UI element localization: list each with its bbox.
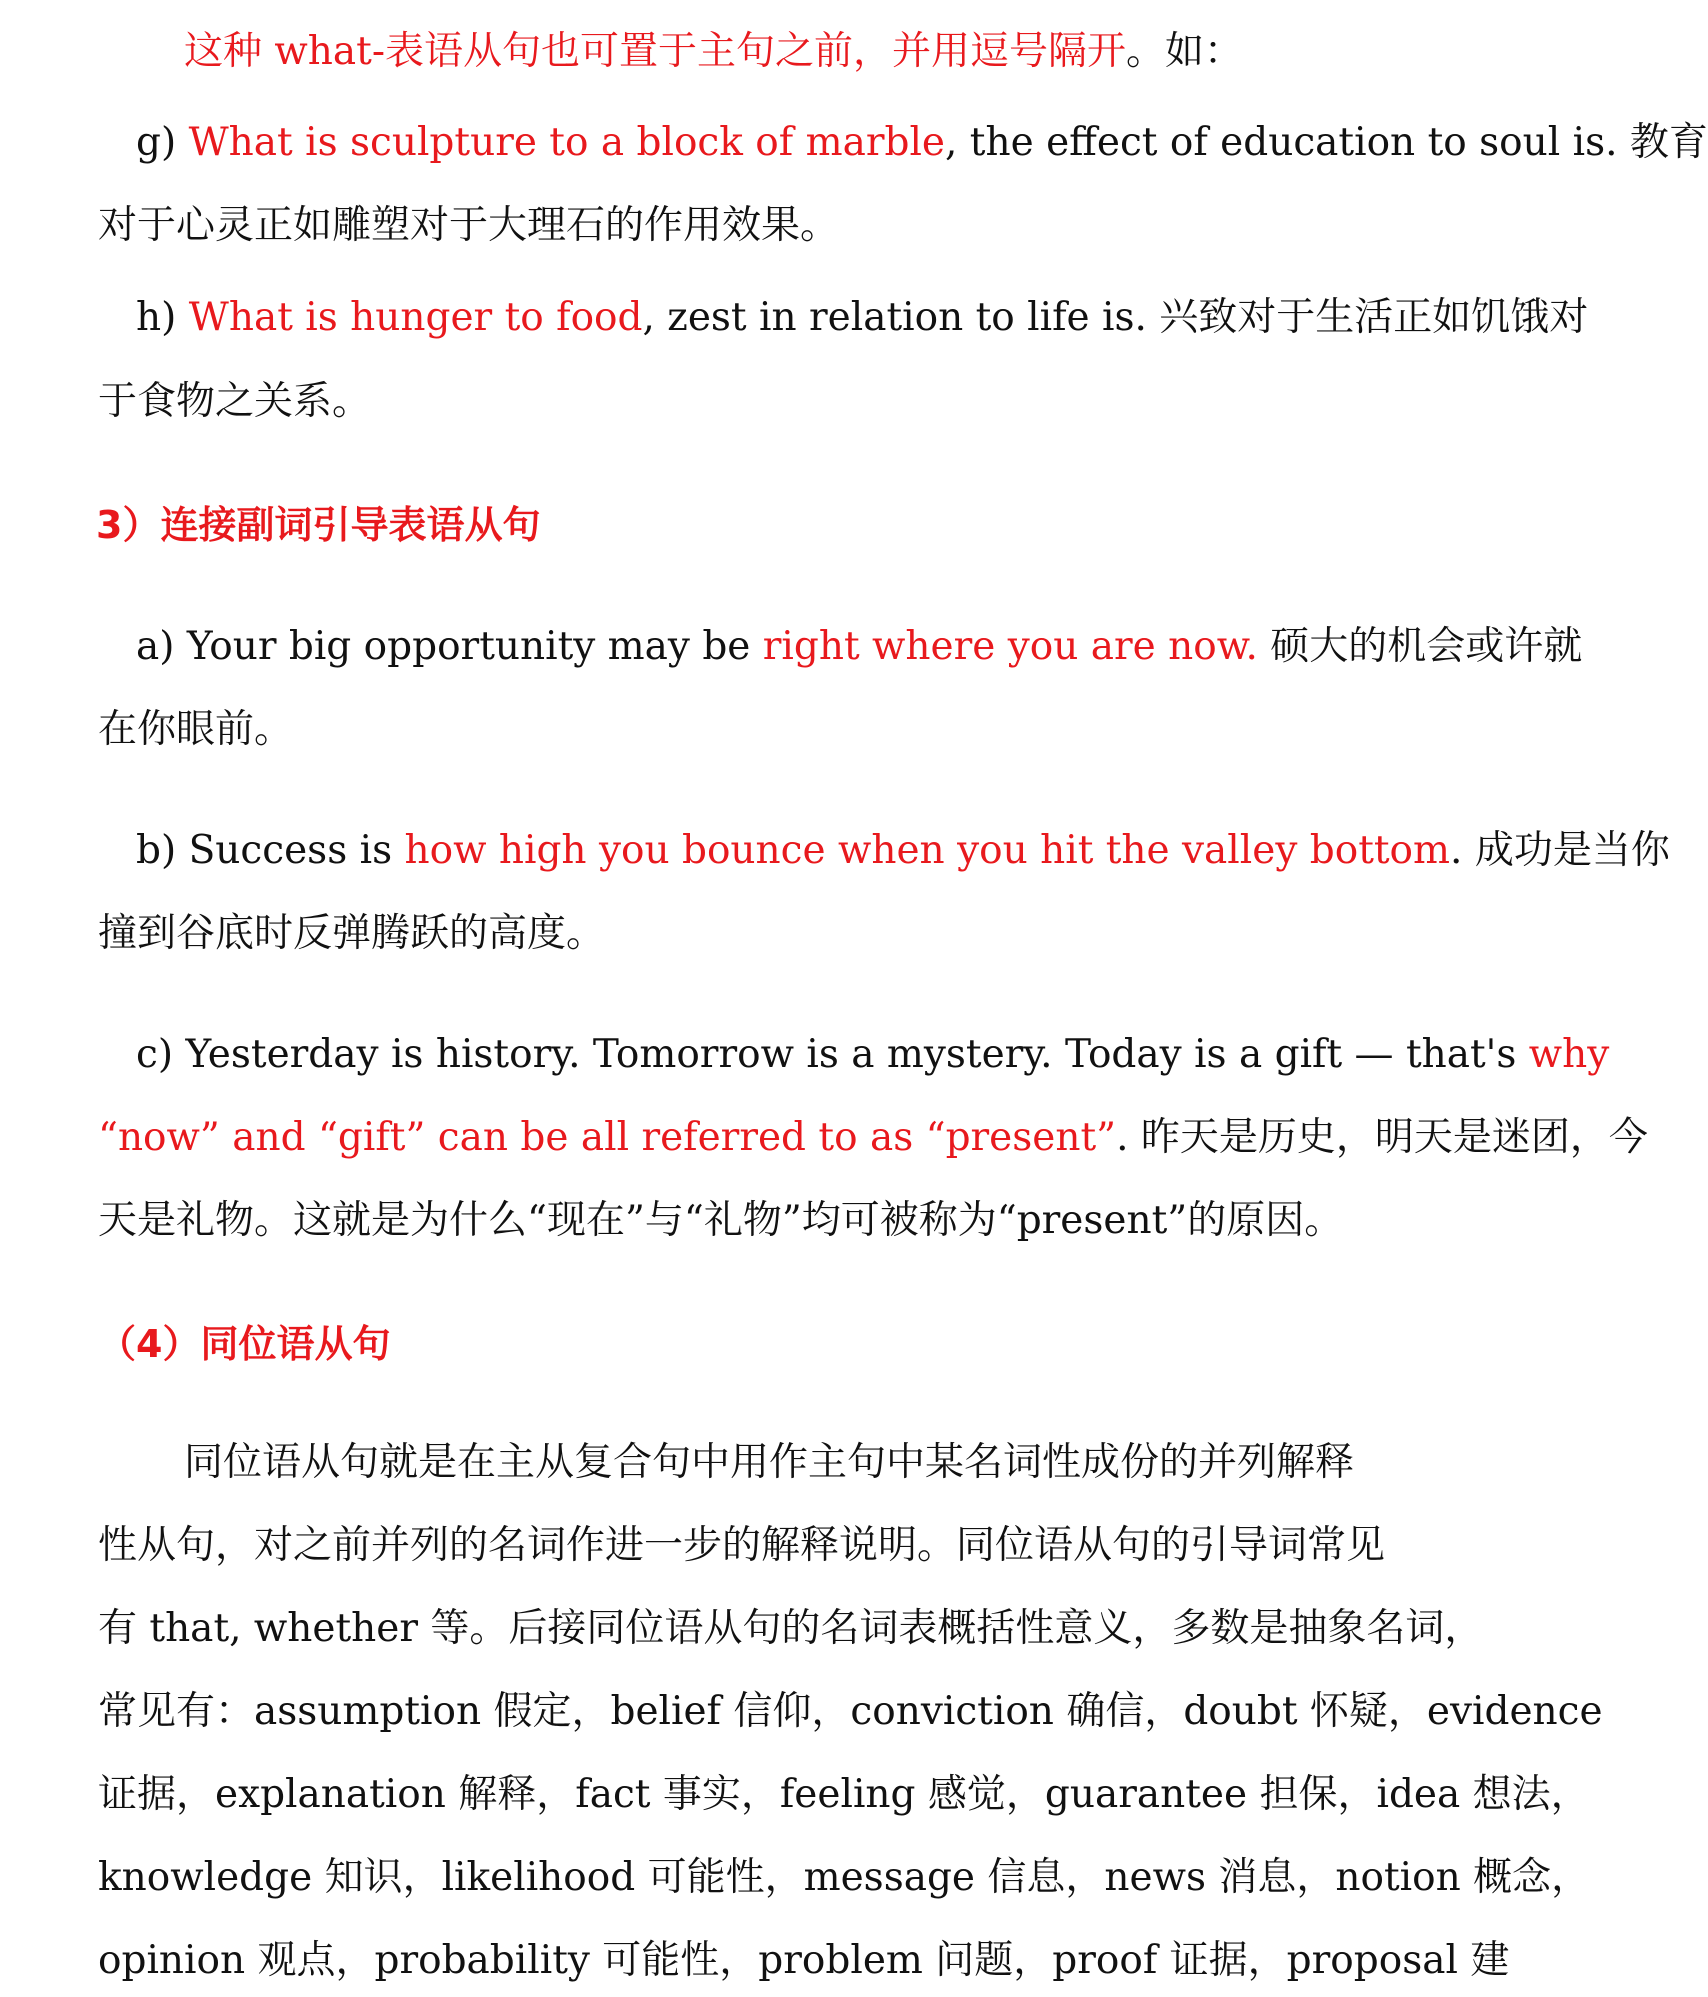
section4-para-line: opinion 观点，probability 可能性，problem 问题，proof 证据，proposal 建 [98,1938,1510,1983]
section4-para-line: 证据，explanation 解释，fact 事实，feeling 感觉，guarantee 担保，idea 想法， [98,1772,1590,1817]
section3-c-label: c) Yesterday is history. Tomorrow is a mystery. Today is a gift — that's [136,1032,1529,1077]
section4-para-line: 常见有：assumption 假定，belief 信仰，conviction 确信，doubt 怀疑，evidence [98,1689,1603,1734]
section4-heading: （4）同位语从句 [98,1322,391,1366]
example-h-black: , zest in relation to life is. 兴致对于生活正如饥饿对 [642,295,1589,340]
intro-text: 这种 what-表语从句也可置于主句之前，并用逗号隔开 [184,29,1126,74]
example-h-line2: 于食物之关系。 [98,379,372,424]
example-h-red: What is hunger to food [188,295,643,340]
section4-para-line: 同位语从句就是在主从复合句中用作主句中某名词性成份的并列解释 [184,1440,1355,1485]
section3-c-line1 [136,1030,1609,1080]
section3-b-black: . 成功是当你 [1450,828,1670,873]
section3-c-line3: 天是礼物。这就是为什么“现在”与“礼物”均可被称为“present”的原因。 [98,1198,1344,1243]
section3-c-black2: . 昨天是历史，明天是迷团，今 [1116,1115,1648,1160]
intro-line [184,27,1243,77]
section4-para-line: knowledge 知识，likelihood 可能性，message 信息，news 消息，notion 概念， [98,1855,1591,1900]
section3-c-red2: “now” and “gift” can be all referred to as “present” [98,1115,1117,1160]
example-g-line2: 对于心灵正如雕塑对于大理石的作用效果。 [98,203,840,248]
example-h-label: h) [136,295,189,340]
example-h-line1 [136,293,1588,343]
section3-a-black: 硕大的机会或许就 [1257,624,1583,669]
section3-c-red1: why [1528,1032,1610,1077]
section3-a-line2: 在你眼前。 [98,707,294,752]
section3-a-label: a) Your big opportunity may be [136,624,763,669]
section3-b-line2: 撞到谷底时反弹腾跃的高度。 [98,911,606,956]
section3-b-line1 [136,826,1670,876]
section3-heading: 3）连接副词引导表语从句 [96,503,541,547]
intro-tail: 。如： [1126,29,1244,74]
section3-a-line1 [136,622,1582,672]
section4-para-line: 有 that, whether 等。后接同位语从句的名词表概括性意义，多数是抽象名词， [98,1606,1484,1651]
example-g-label: g) [136,120,189,165]
section4-para-line: 性从句，对之前并列的名词作进一步的解释说明。同位语从句的引导词常见 [98,1523,1386,1568]
section3-b-label: b) Success is [136,828,405,873]
example-g-red: What is sculpture to a block of marble [188,120,946,165]
section3-b-red: how high you bounce when you hit the valley bottom [404,828,1451,873]
example-g-black: , the effect of education to soul is. 教育 [945,120,1708,165]
section3-c-line2 [98,1113,1648,1163]
example-g-line1 [136,118,1708,168]
section3-a-red: right where you are now. [762,624,1258,669]
